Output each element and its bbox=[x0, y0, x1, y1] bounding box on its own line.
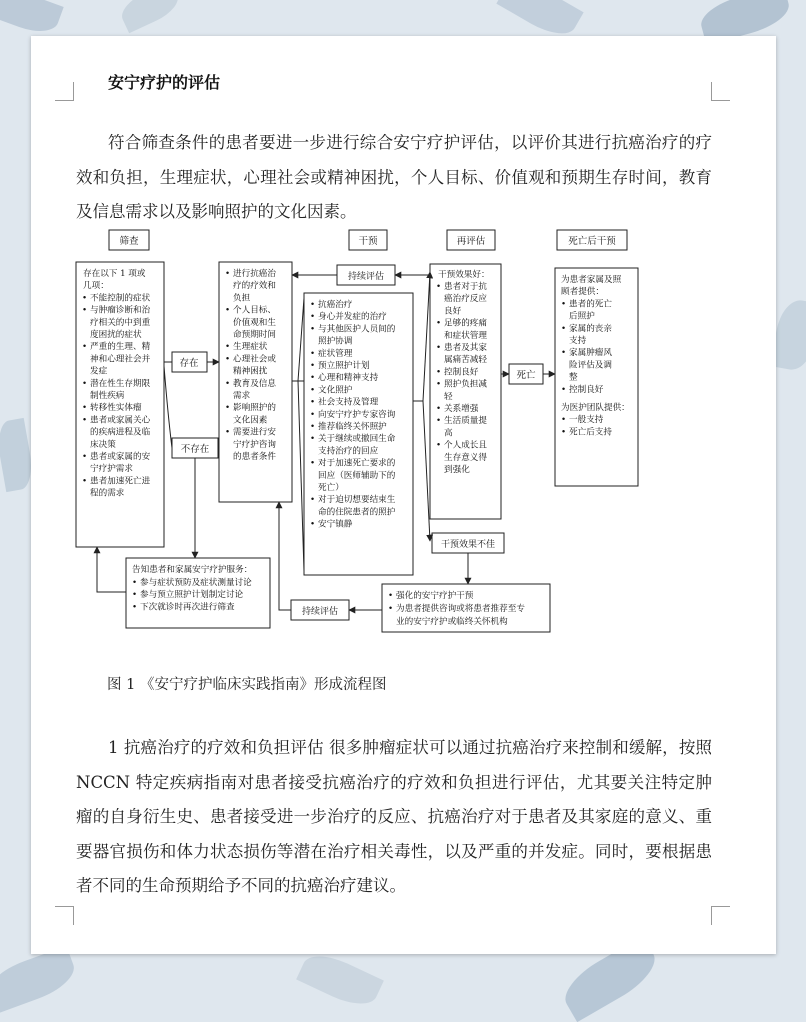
screen-item: 潜在性生存期限 bbox=[90, 378, 151, 389]
after-death-family-item: 控制良好 bbox=[569, 384, 604, 395]
assess-item: 需要进行安 bbox=[233, 427, 276, 438]
intervention-item: 向安宁疗护专家咨询 bbox=[318, 409, 396, 420]
intervention-item-bullet: • bbox=[310, 385, 316, 396]
intervention-item: 支持治疗的回应 bbox=[318, 446, 379, 457]
intervention-item: 照护协调 bbox=[318, 336, 353, 347]
intervention-item-bullet: • bbox=[310, 519, 316, 530]
strengthen-item: 强化的安宁疗护干预 bbox=[396, 591, 474, 601]
screen-item: 患者加速死亡进 bbox=[90, 476, 151, 487]
inform-item-bullet: • bbox=[132, 590, 138, 601]
screen-item: 床决策 bbox=[90, 439, 116, 450]
assess-item: 需求 bbox=[233, 391, 251, 401]
after-death-family-lead: 顾者提供： bbox=[561, 287, 604, 298]
reassess-item-bullet: • bbox=[436, 416, 442, 427]
after-death-family-item: 患者的死亡 bbox=[569, 299, 612, 310]
reassess-item-bullet: • bbox=[436, 318, 442, 329]
assess-item-bullet: • bbox=[225, 403, 231, 414]
screen-item: 制性疾病 bbox=[90, 391, 125, 401]
assess-item: 个人目标、 bbox=[233, 305, 276, 316]
assess-item: 宁疗护咨询 bbox=[233, 439, 276, 450]
after-death-family-item-bullet: • bbox=[561, 299, 567, 310]
reassess-item: 和症状管理 bbox=[444, 330, 487, 341]
header-intervene-label: 干预 bbox=[358, 236, 378, 247]
after-death-family-item: 险评估及调 bbox=[569, 360, 612, 371]
intervention-item-bullet: • bbox=[310, 361, 316, 371]
screen-item-bullet: • bbox=[82, 293, 88, 304]
inform-lead: 告知患者和家属安宁疗护服务： bbox=[132, 565, 253, 575]
after-death-team-item-bullet: • bbox=[561, 415, 567, 426]
inform-item: 下次就诊时再次进行筛查 bbox=[140, 602, 235, 613]
screen-item: 神和心理社会并 bbox=[90, 354, 151, 365]
intervention-item-bullet: • bbox=[310, 373, 316, 384]
exist-label: 存在 bbox=[179, 358, 199, 369]
screen-lead: 存在以下 1 项或 bbox=[83, 269, 146, 279]
intervention-item: 症状管理 bbox=[318, 348, 353, 359]
intervention-item: 死亡） bbox=[318, 483, 344, 493]
intervention-item: 文化照护 bbox=[318, 385, 353, 396]
header-after-death-label: 死亡后干预 bbox=[568, 236, 616, 247]
screen-item-bullet: • bbox=[82, 403, 88, 414]
flowchart bbox=[31, 36, 776, 636]
after-death-family-item-bullet: • bbox=[561, 384, 567, 395]
intervention-item-bullet: • bbox=[310, 434, 316, 445]
after-death-team-item: 死亡后支持 bbox=[569, 427, 612, 438]
intervention-item: 对于加速死亡要求的 bbox=[318, 458, 396, 469]
intervention-item: 社会支持及管理 bbox=[318, 397, 379, 408]
continuous-assessment-label: 持续评估 bbox=[347, 272, 385, 282]
inform-item-bullet: • bbox=[132, 578, 138, 588]
reassess-item: 患者对于抗 bbox=[444, 282, 487, 292]
figure-caption: 图 1 《安宁疗护临床实践指南》形成流程图 bbox=[107, 677, 387, 693]
screen-item-bullet: • bbox=[82, 415, 88, 426]
assess-item: 命预期时间 bbox=[233, 330, 276, 340]
document-page bbox=[31, 36, 776, 954]
screen-item-bullet: • bbox=[82, 476, 88, 487]
reassess-item: 良好 bbox=[444, 306, 462, 317]
reassess-item: 个人成长且 bbox=[444, 440, 487, 451]
reassess-item: 轻 bbox=[444, 391, 453, 402]
after-death-team-item: 一般支持 bbox=[569, 415, 604, 426]
screen-item: 宁疗护需求 bbox=[90, 464, 133, 475]
assess-item-bullet: • bbox=[225, 354, 231, 365]
reassess-item: 控制良好 bbox=[444, 367, 479, 378]
header-screen-label: 筛查 bbox=[119, 236, 139, 247]
connector bbox=[298, 298, 304, 381]
reassess-item: 生存意义得 bbox=[444, 452, 487, 463]
intervention-item-bullet: • bbox=[310, 324, 316, 335]
reassess-item-bullet: • bbox=[436, 282, 442, 292]
after-death-family-item: 家属肿瘤风 bbox=[569, 348, 612, 359]
assess-item-bullet: • bbox=[225, 427, 231, 438]
intervention-item: 推荐临终关怀照护 bbox=[318, 422, 387, 432]
arrow bbox=[423, 272, 430, 401]
intervention-item-bullet: • bbox=[310, 495, 316, 506]
intervention-item: 安宁镇静 bbox=[318, 519, 353, 530]
arrow bbox=[97, 547, 126, 592]
poor-effect-label: 干预效果不佳 bbox=[440, 540, 496, 550]
intervention-item-bullet: • bbox=[310, 397, 316, 408]
crop-mark-bottom-left bbox=[55, 906, 74, 925]
reassess-item: 高 bbox=[444, 428, 453, 439]
header-reassess-label: 再评估 bbox=[456, 236, 486, 247]
screen-item-bullet: • bbox=[82, 452, 88, 462]
intervention-item: 预立照护计划 bbox=[318, 361, 370, 371]
after-death-team-item-bullet: • bbox=[561, 427, 567, 438]
screen-item: 疗相关的中到重 bbox=[90, 317, 151, 328]
screen-item: 程的需求 bbox=[90, 488, 125, 499]
screen-item: 发症 bbox=[90, 366, 108, 377]
reassess-item-bullet: • bbox=[436, 343, 442, 353]
screen-item: 不能控制的症状 bbox=[90, 293, 151, 304]
assess-item-bullet: • bbox=[225, 269, 231, 279]
reassess-item: 照护负担减 bbox=[444, 379, 487, 390]
after-death-family-item-bullet: • bbox=[561, 348, 567, 359]
assess-item: 疗的疗效和 bbox=[233, 281, 276, 292]
reassess-item-bullet: • bbox=[436, 379, 442, 390]
reassess-item: 到强化 bbox=[444, 465, 470, 475]
death-label: 死亡 bbox=[516, 370, 536, 381]
connector bbox=[164, 366, 172, 448]
reassess-item: 癌治疗反应 bbox=[444, 294, 487, 305]
screen-item: 转移性实体瘤 bbox=[90, 403, 142, 414]
intervention-item: 与其他医护人员间的 bbox=[318, 324, 396, 335]
after-death-family-lead: 为患者家属及照 bbox=[561, 275, 622, 285]
after-death-family-item: 整 bbox=[569, 372, 578, 383]
screen-item: 度困扰的症状 bbox=[90, 330, 142, 340]
screen-item-bullet: • bbox=[82, 305, 88, 316]
connector bbox=[298, 381, 304, 571]
intervention-item: 命的住院患者的照护 bbox=[318, 507, 396, 518]
reassess-item-bullet: • bbox=[436, 404, 442, 414]
reassess-item: 属痛苦减轻 bbox=[444, 355, 487, 366]
assess-item: 精神困扰 bbox=[233, 366, 268, 377]
intervention-item-bullet: • bbox=[310, 348, 316, 359]
body-paragraph: 1 抗癌治疗的疗效和负担评估 很多肿瘤症状可以通过抗癌治疗来控制和缓解，按照 NCCN 特定疾病指南对患者接受抗癌治疗的疗效和负担进行评估，尤其要关注特定肿瘤的自身衍生史、患者接受进一步治疗的反应、抗癌治疗对于患者及其家庭的意义、重要器官损伤和体力状态损伤等潜在治疗相关毒性，以及严重的并发症。同时，要根据患者不同的生命预期给予不同的抗癌治疗建议。 bbox=[76, 738, 712, 895]
assess-item-bullet: • bbox=[225, 378, 231, 389]
assess-item: 的患者条件 bbox=[233, 452, 276, 462]
intervention-item: 关于继续或撤回生命 bbox=[318, 434, 396, 445]
inform-item: 参与预立照护计划制定讨论 bbox=[140, 590, 244, 601]
screen-item: 与肿瘤诊断和治 bbox=[90, 305, 151, 316]
screen-item-bullet: • bbox=[82, 342, 88, 353]
strengthen-item: 业的安宁疗护或临终关怀机构 bbox=[396, 617, 508, 627]
intervention-item-bullet: • bbox=[310, 458, 316, 469]
intervention-item-bullet: • bbox=[310, 312, 316, 323]
assess-item: 进行抗癌治 bbox=[233, 269, 276, 279]
screen-item: 的疾病进程及临 bbox=[90, 427, 151, 438]
reassess-item: 生活质量提 bbox=[444, 416, 487, 427]
reassess-item: 患者及其家 bbox=[444, 343, 487, 353]
inform-item-bullet: • bbox=[132, 602, 138, 613]
screen-item: 患者或家属关心 bbox=[90, 415, 151, 426]
not-exist-label: 不存在 bbox=[180, 444, 210, 455]
intro-paragraph: 符合筛查条件的患者要进一步进行综合安宁疗护评估，以评价其进行抗癌治疗的疗效和负担，生理症状，心理社会或精神困扰，个人目标、价值观和预期生存时间，教育及信息需求以及影响照护的文化因素。 bbox=[76, 133, 712, 221]
intervention-item-bullet: • bbox=[310, 409, 316, 420]
intervention-item-bullet: • bbox=[310, 300, 316, 310]
assess-item: 价值观和生 bbox=[233, 317, 276, 328]
intervention-item: 心理和精神支持 bbox=[318, 373, 379, 384]
assess-item: 心理社会或 bbox=[233, 354, 276, 365]
strengthen-bullet: • bbox=[388, 604, 394, 614]
section-title: 安宁疗护的评估 bbox=[108, 73, 221, 92]
after-death-family-item: 后照护 bbox=[569, 311, 595, 322]
reassess-item-bullet: • bbox=[436, 440, 442, 451]
screen-item: 患者或家属的安 bbox=[90, 452, 151, 462]
assess-item: 文化因素 bbox=[233, 415, 268, 426]
screen-item: 严重的生理、精 bbox=[90, 342, 151, 353]
intervention-item: 回应（医师辅助下的 bbox=[318, 470, 396, 481]
reassess-item-bullet: • bbox=[436, 367, 442, 378]
arrow bbox=[279, 502, 291, 610]
screen-lead: 几项： bbox=[83, 281, 109, 292]
continuous-assessment-bottom-label: 持续评估 bbox=[301, 607, 339, 617]
strengthen-item: 为患者提供咨询或将患者推荐至专 bbox=[396, 604, 525, 614]
arrow bbox=[423, 401, 430, 541]
intervention-item: 抗癌治疗 bbox=[318, 300, 353, 310]
reassess-item: 关系增强 bbox=[444, 404, 479, 414]
intervention-item: 身心并发症的治疗 bbox=[318, 312, 387, 323]
after-death-family-item-bullet: • bbox=[561, 323, 567, 334]
assess-item-bullet: • bbox=[225, 305, 231, 316]
assess-item: 生理症状 bbox=[233, 342, 268, 353]
after-death-family-item: 支持 bbox=[569, 336, 587, 346]
crop-mark-bottom-right bbox=[711, 906, 730, 925]
assess-item: 教育及信息 bbox=[233, 378, 276, 389]
reassess-item: 足够的疼痛 bbox=[444, 318, 487, 329]
intervention-item: 对于迫切想要结束生 bbox=[318, 495, 396, 506]
intervention-item-bullet: • bbox=[310, 422, 316, 432]
inform-item: 参与症状预防及症状测量讨论 bbox=[140, 578, 252, 588]
after-death-family-item: 家属的丧亲 bbox=[569, 323, 612, 334]
after-death-team-lead: 为医护团队提供： bbox=[561, 403, 630, 413]
reassess-lead: 干预效果好： bbox=[438, 270, 490, 280]
assess-item: 负担 bbox=[233, 293, 251, 304]
strengthen-bullet: • bbox=[388, 591, 394, 601]
screen-item-bullet: • bbox=[82, 378, 88, 389]
assess-item: 影响照护的 bbox=[233, 403, 276, 414]
assess-item-bullet: • bbox=[225, 342, 231, 353]
